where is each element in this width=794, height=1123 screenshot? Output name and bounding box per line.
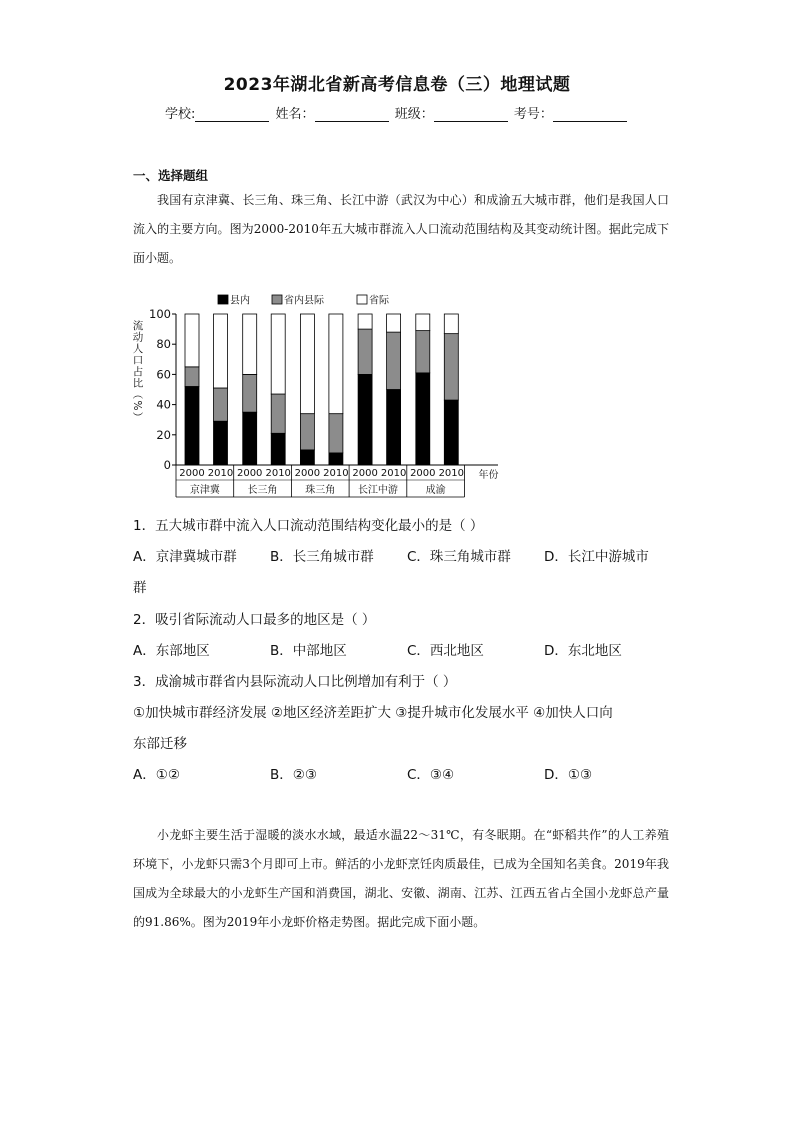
bar-segment-0 (185, 386, 199, 465)
y-tick-label: 80 (156, 337, 171, 352)
bar-segment-0 (416, 373, 430, 465)
legend-swatch-0 (218, 295, 228, 304)
q2-option-a[interactable]: A．东部地区 (133, 643, 210, 659)
bar-segment-2 (271, 314, 285, 394)
bar-segment-2 (329, 314, 343, 414)
bar-segment-0 (329, 453, 343, 465)
bar-segment-2 (243, 314, 257, 374)
bar-segment-1 (243, 374, 257, 412)
y-tick-label: 40 (156, 397, 171, 412)
number-blank[interactable] (553, 107, 627, 122)
passage-2 (133, 821, 669, 937)
field-label-name: 姓名： (275, 107, 315, 122)
class-blank[interactable] (434, 107, 508, 122)
bar-segment-1 (214, 388, 228, 421)
field-label-class: 班级： (394, 107, 434, 122)
question-2-stem: 2．吸引省际流动人口最多的地区是（ ） (133, 612, 376, 628)
bar-segment-2 (300, 314, 314, 414)
bar-segment-0 (444, 400, 458, 465)
bar-segment-2 (185, 314, 199, 367)
student-info-line (165, 103, 629, 122)
bar-segment-1 (444, 334, 458, 400)
q3-option-d[interactable]: D．①③ (544, 767, 593, 783)
q1-option-a[interactable]: A．京津冀城市群 (133, 549, 237, 565)
legend-swatch-2 (357, 295, 367, 304)
name-blank[interactable] (315, 107, 389, 122)
x-tick-year: 2010 (265, 468, 291, 479)
question-3-options (133, 763, 673, 783)
bar-segment-1 (358, 329, 372, 374)
x-tick-year: 2000 (410, 468, 436, 479)
x-axis-label: 年份 (478, 470, 499, 481)
x-tick-year: 2010 (380, 468, 407, 479)
bar-segment-0 (271, 433, 285, 465)
q3-option-b[interactable]: B．②③ (270, 767, 317, 783)
passage-1-text: 我国有京津冀、长三角、珠三角、长江中游（武汉为中心）和成渝五大城市群，他们是我国人口流入的主要方向。图为2000-2010年五大城市群流入人口流动范围结构及其变动统计图。据此完成下面小题。 (133, 193, 669, 265)
x-group-label: 珠三角 (305, 485, 336, 496)
bar-segment-0 (214, 421, 228, 465)
chart-bars (185, 314, 458, 465)
question-3-stem: 3．成渝城市群省内县际流动人口比例增加有利于（ ） (133, 674, 457, 690)
question-3-statements: ①加快城市群经济发展 ②地区经济差距扩大 ③提升城市化发展水平 ④加快人口向 (133, 705, 613, 721)
y-axis-label-char: 流 (132, 320, 144, 332)
y-axis-label-char: 动 (132, 331, 144, 344)
q3-option-a[interactable]: A．①② (133, 767, 180, 783)
bar-segment-1 (329, 414, 343, 453)
q2-option-b[interactable]: B．中部地区 (270, 643, 347, 659)
x-axis-labels (176, 465, 499, 497)
chart-legend (218, 294, 390, 307)
passage-1 (133, 186, 669, 273)
bar-segment-0 (387, 390, 401, 466)
stacked-bar-chart (128, 289, 508, 501)
bar-segment-1 (185, 367, 199, 387)
field-label-number: 考号： (513, 107, 553, 122)
q3-option-c[interactable]: C．③④ (407, 767, 455, 783)
question-1-options (133, 545, 673, 565)
q1-option-d-continuation: 群 (133, 580, 147, 596)
question-3-statements-continuation: 东部迁移 (133, 736, 187, 752)
x-tick-year: 2010 (323, 468, 349, 479)
y-axis-label-char: 口 (132, 354, 144, 367)
legend-label-1: 省内县际 (284, 295, 324, 307)
field-label-school: 学校: (165, 107, 196, 122)
x-group-label: 长三角 (247, 485, 278, 496)
x-tick-year: 2000 (179, 468, 205, 479)
y-tick-label: 60 (156, 367, 171, 382)
y-tick-label: 100 (149, 307, 171, 321)
x-tick-year: 2010 (438, 468, 465, 479)
x-group-label: 京津冀 (189, 485, 220, 496)
y-axis-label-char: 人 (132, 343, 144, 355)
bar-segment-0 (243, 412, 257, 465)
section-title: 一、选择题组 (133, 168, 209, 183)
q1-option-d[interactable]: D．长江中游城市 (544, 549, 649, 565)
x-tick-year: 2010 (207, 468, 234, 479)
bar-segment-1 (300, 414, 314, 450)
legend-label-0: 县内 (230, 295, 250, 307)
legend-label-2: 省际 (369, 295, 389, 307)
bar-segment-1 (271, 394, 285, 433)
q2-option-c[interactable]: C．西北地区 (407, 643, 484, 659)
y-axis-label (131, 319, 144, 422)
bar-segment-2 (444, 314, 458, 334)
question-2-options (133, 639, 673, 659)
bar-segment-1 (387, 332, 401, 389)
y-axis-label-char: % (131, 400, 143, 411)
y-tick-label: 0 (163, 458, 171, 472)
x-group-label: 长江中游 (357, 485, 398, 496)
q1-option-b[interactable]: B．长三角城市群 (270, 549, 374, 565)
q2-option-d[interactable]: D．东北地区 (544, 643, 622, 659)
bar-segment-2 (387, 314, 401, 332)
bar-segment-2 (358, 314, 372, 329)
passage-2-text: 小龙虾主要生活于湿暖的淡水水域，最适水温22～31℃，有冬眠期。在“虾稻共作”的人工养殖环境下，小龙虾只需3个月即可上市。鲜活的小龙虾烹饪肉质最佳，已成为全国知名美食。2019年我国成为全球最大的小龙虾生产国和消费国，湖北、安徽、湖南、江苏、江西五省占全国小龙虾总产量的91.86%。图为2019年小龙虾价格走势图。据此完成下面小题。 (133, 828, 669, 929)
y-axis-label-char: （ (131, 388, 143, 400)
school-blank[interactable] (195, 107, 269, 122)
x-tick-year: 2000 (294, 468, 321, 479)
bar-segment-0 (300, 450, 314, 465)
exam-title: 2023年湖北省新高考信息卷（三）地理试题 (223, 75, 571, 95)
migration-chart (128, 289, 508, 505)
y-tick-label: 20 (156, 427, 171, 442)
bar-segment-0 (358, 374, 372, 465)
bar-segment-1 (416, 331, 430, 373)
bar-segment-2 (214, 314, 228, 388)
y-axis-label-char: 占 (132, 366, 144, 378)
question-1-stem: 1．五大城市群中流入人口流动范围结构变化最小的是（ ） (133, 518, 484, 534)
y-axis-label-char: 比 (132, 377, 144, 390)
legend-swatch-1 (272, 295, 282, 304)
x-group-label: 成渝 (425, 485, 446, 496)
y-axis-label-char: ） (131, 411, 143, 423)
x-tick-year: 2000 (236, 468, 263, 479)
q1-option-c[interactable]: C．珠三角城市群 (407, 549, 511, 565)
x-tick-year: 2000 (352, 468, 378, 479)
bar-segment-2 (416, 314, 430, 331)
